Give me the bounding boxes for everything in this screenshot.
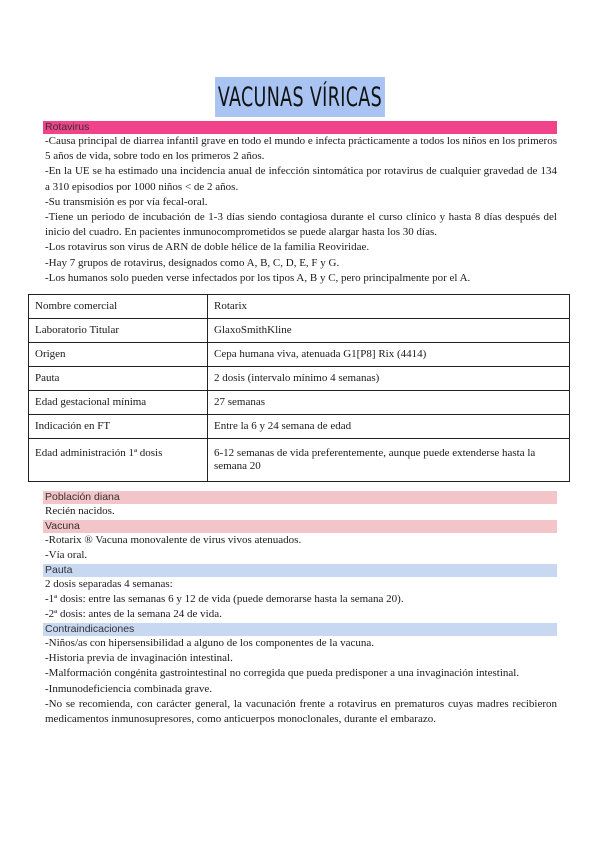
vacuna-line: -Vía oral. (45, 549, 88, 562)
table-value: GlaxoSmithKline (208, 319, 570, 343)
rotavirus-line: -En la UE se ha estimado una incidencia anual de infección sintomática por rotavirus de cualquier gravedad de 134 a 310 episodios por 1000 niños < de 2 años. (45, 165, 557, 193)
vacuna-line: -Rotarix ® Vacuna monovalente de virus vivos atenuados. (45, 534, 302, 546)
rotavirus-line: -Su transmisión es por vía fecal-oral. (45, 195, 208, 208)
pauta-line: 2 dosis separadas 4 semanas: (45, 578, 173, 590)
section-heading-contraindicaciones: Contraindicaciones (43, 623, 557, 636)
pauta-text (45, 577, 557, 623)
table-row (29, 439, 570, 482)
table-row (29, 343, 570, 367)
table-value: 27 semanas (208, 391, 570, 415)
vacuna-text (45, 533, 557, 563)
rotavirus-line: -Los rotavirus son virus de ARN de doble hélice de la familia Reoviridae. (45, 241, 370, 254)
table-key: Laboratorio Titular (29, 319, 208, 343)
table-row (29, 319, 570, 343)
table-value: Rotarix (208, 295, 570, 319)
rotavirus-text (45, 134, 557, 286)
table-key: Pauta (29, 367, 208, 391)
title-container (0, 77, 600, 117)
table-row (29, 295, 570, 319)
poblacion-text (45, 504, 557, 519)
table-value: 6-12 semanas de vida preferentemente, aunque puede extenderse hasta la semana 20 (208, 439, 570, 482)
rotavirus-line: -Causa principal de diarrea infantil grave en todo el mundo e infecta prácticamente a todos los niños en los primeros 5 años de vida, sobre todo en los primeros 2 años. (45, 135, 557, 163)
table-row (29, 391, 570, 415)
contraindicaciones-text (45, 636, 557, 727)
section-heading-rotavirus: Rotavirus (43, 121, 557, 134)
page-title: VACUNAS VÍRICAS (215, 77, 385, 117)
table-key: Edad administración 1ª dosis (29, 439, 208, 482)
contra-line: -Malformación congénita gastrointestinal no corregida que pueda predisponer a una invaginación intestinal. (45, 667, 520, 680)
pauta-line: -1ª dosis: entre las semanas 6 y 12 de vida (puede demorarse hasta la semana 20). (45, 593, 404, 606)
contra-line: -Niños/as con hipersensibilidad a alguno de los componentes de la vacuna. (45, 637, 374, 649)
pauta-line: -2ª dosis: antes de la semana 24 de vida. (45, 608, 222, 621)
rotavirus-line: -Tiene un periodo de incubación de 1-3 días siendo contagiosa durante el curso clínico y hasta 8 días después del inicio del cuadro. En pacientes inmunocomprometidos se puede alargar hasta los 30 días. (45, 211, 557, 239)
section-heading-pauta: Pauta (43, 564, 557, 577)
section-heading-vacuna: Vacuna (43, 520, 557, 533)
table-key: Indicación en FT (29, 415, 208, 439)
table-value: 2 dosis (intervalo mínimo 4 semanas) (208, 367, 570, 391)
table-row (29, 415, 570, 439)
poblacion-line: Recién nacidos. (45, 505, 115, 517)
section-heading-poblacion: Población diana (43, 491, 557, 504)
table-value: Entre la 6 y 24 semana de edad (208, 415, 570, 439)
contra-line: -Historia previa de invaginación intestinal. (45, 652, 233, 665)
contra-line: -No se recomienda, con carácter general, la vacunación frente a rotavirus en prematuros cuyas madres recibieron medicamentos inmunosupresores, como anticuerpos monoclonales, durante el embarazo. (45, 697, 557, 726)
vaccine-spec-table (28, 294, 570, 482)
table-key: Nombre comercial (29, 295, 208, 319)
table-key: Edad gestacional mínima (29, 391, 208, 415)
contra-line: -Inmunodeficiencia combinada grave. (45, 682, 213, 695)
rotavirus-line: -Los humanos solo pueden verse infectados por los tipos A, B y C, pero principalmente por el A. (45, 271, 471, 284)
rotavirus-line: -Hay 7 grupos de rotavirus, designados como A, B, C, D, E, F y G. (45, 256, 340, 269)
table-key: Origen (29, 343, 208, 367)
table-row (29, 367, 570, 391)
table-value: Cepa humana viva, atenuada G1[P8] Rix (4414) (208, 343, 570, 367)
